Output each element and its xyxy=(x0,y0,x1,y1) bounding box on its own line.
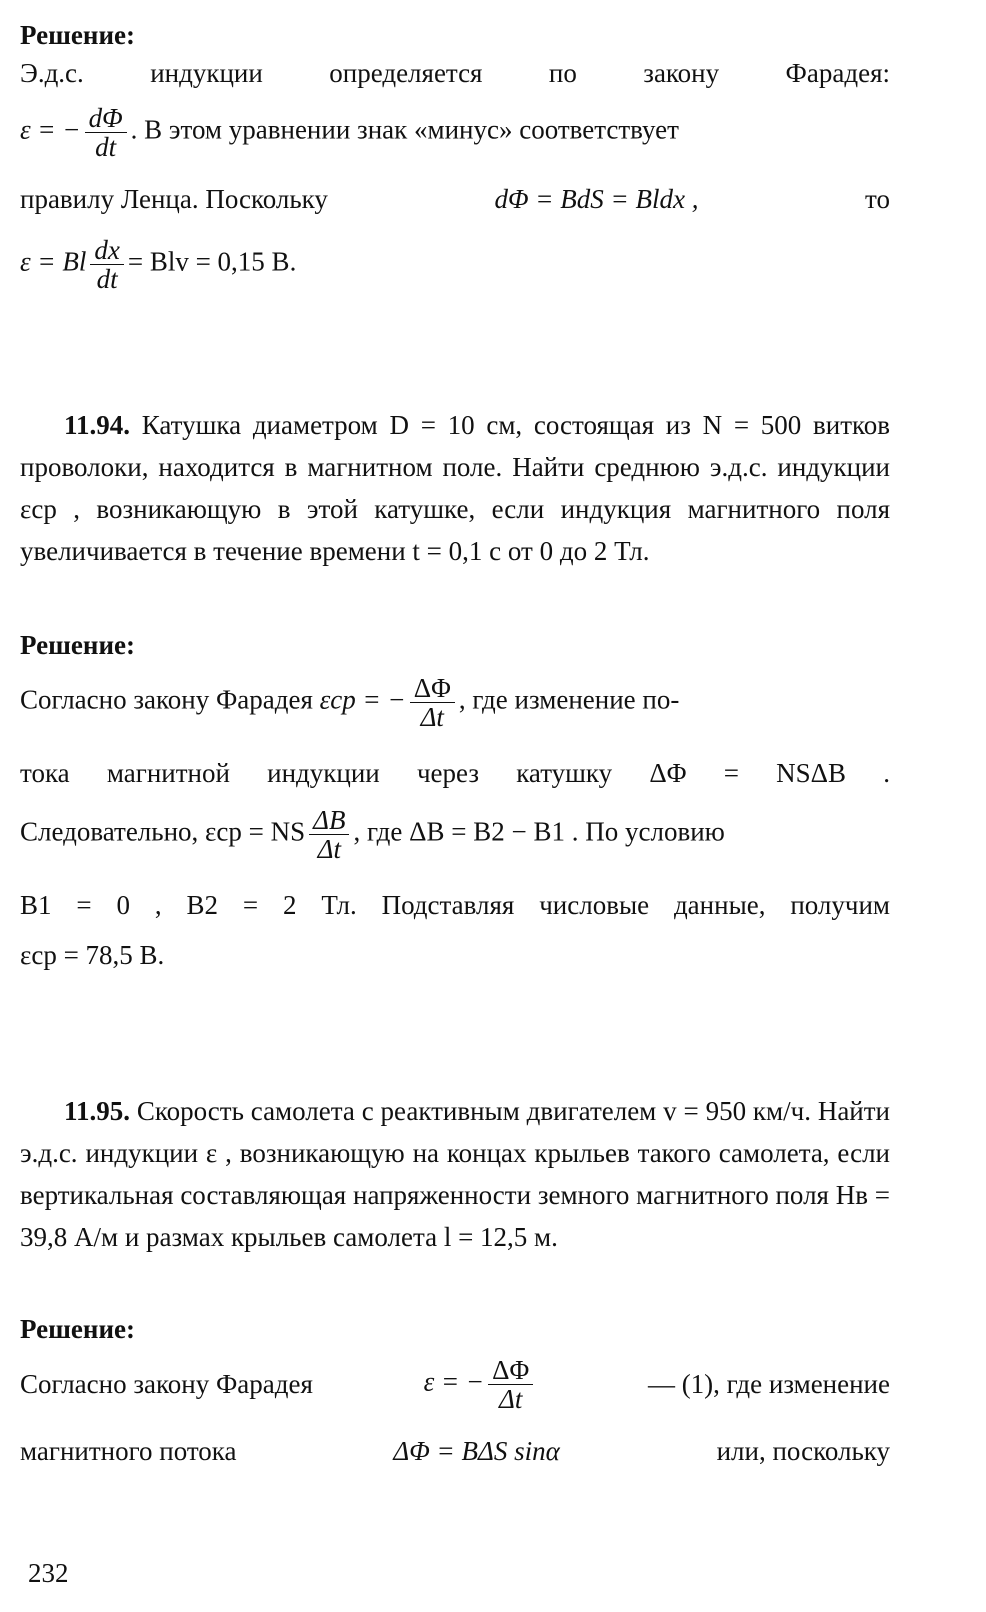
fraction: $\frac{\Delta\Phi}{\Delta t}$ xyxy=(410,674,455,731)
solution-text: Согласно закону Фарадея εср = − $\frac{\Delta\Phi}{\Delta t}$ , где изменение по- xyxy=(20,673,680,732)
solution-text: магнитного потока ΔΦ = BΔS sinα или, поскольку xyxy=(20,1436,890,1466)
solution-heading: Решение: xyxy=(20,630,135,660)
solution-heading: Решение: xyxy=(20,1314,135,1344)
solution-result: εср = 78,5 В. xyxy=(20,940,165,970)
solution-text: Следовательно, εср = NS $\frac{\Delta B}{\Delta t}$ , где ΔB = B2 − B1 . По условию xyxy=(20,805,725,864)
solution-text: B1 = 0 , B2 = 2 Тл. Подставляя числовые данные, получим xyxy=(20,890,890,920)
solution-text: Согласно закону Фарадея ε = − $\frac{\Delta\Phi}{\Delta t}$ — (1), где изменение xyxy=(20,1355,890,1414)
problem-text: Катушка диаметром D = 10 см, состоящая из N = 500 витков проволоки, находится в магнитном поле. Найти среднюю э.д.с. индукции εср , возникающую в этой катушке, если индукция магнитного поля увеличивается в течение времени t = 0,1 с от 0 до 2 Тл. xyxy=(20,410,890,566)
problem-text: Скорость самолета с реактивным двигателем v = 950 км/ч. Найти э.д.с. индукции ε , возникающую на концах крыльев такого самолета, если вертикальная составляющая напряженности земного магнитного поля Hв = 39,8 А/м и размах крыльев самолета l = 12,5 м. xyxy=(20,1096,890,1252)
problem-11-94 xyxy=(20,404,890,572)
solution-heading: Решение: xyxy=(20,20,135,50)
result-equation: ε = Bl $\frac{dx}{dt}$ = Blv = 0,15 В. xyxy=(20,235,297,294)
eq-tail: . В этом уравнении знак «минус» соответствует xyxy=(130,114,679,145)
solution-text: правилу Ленца. Поскольку dΦ = BdS = Bldx , то xyxy=(20,184,890,214)
eq-left: ε = − xyxy=(20,114,81,145)
problem-number: 11.94. xyxy=(64,410,131,440)
fraction: $\frac{\Delta B}{\Delta t}$ xyxy=(309,806,349,863)
problem-11-95 xyxy=(20,1090,890,1258)
solution-text: тока магнитной индукции через катушку ΔΦ = NSΔB . xyxy=(20,758,890,788)
fraction: $\frac{\Delta\Phi}{\Delta t}$ xyxy=(488,1356,533,1413)
fraction: $\frac{d\Phi}{dt}$ xyxy=(85,104,127,161)
solution-text: Э.д.с. индукции определяется по закону Фарадея: xyxy=(20,58,890,88)
faraday-equation xyxy=(20,104,890,161)
problem-number: 11.95. xyxy=(64,1096,131,1126)
fraction: $\frac{dx}{dt}$ xyxy=(90,236,123,293)
page-number: 232 xyxy=(28,1558,69,1588)
